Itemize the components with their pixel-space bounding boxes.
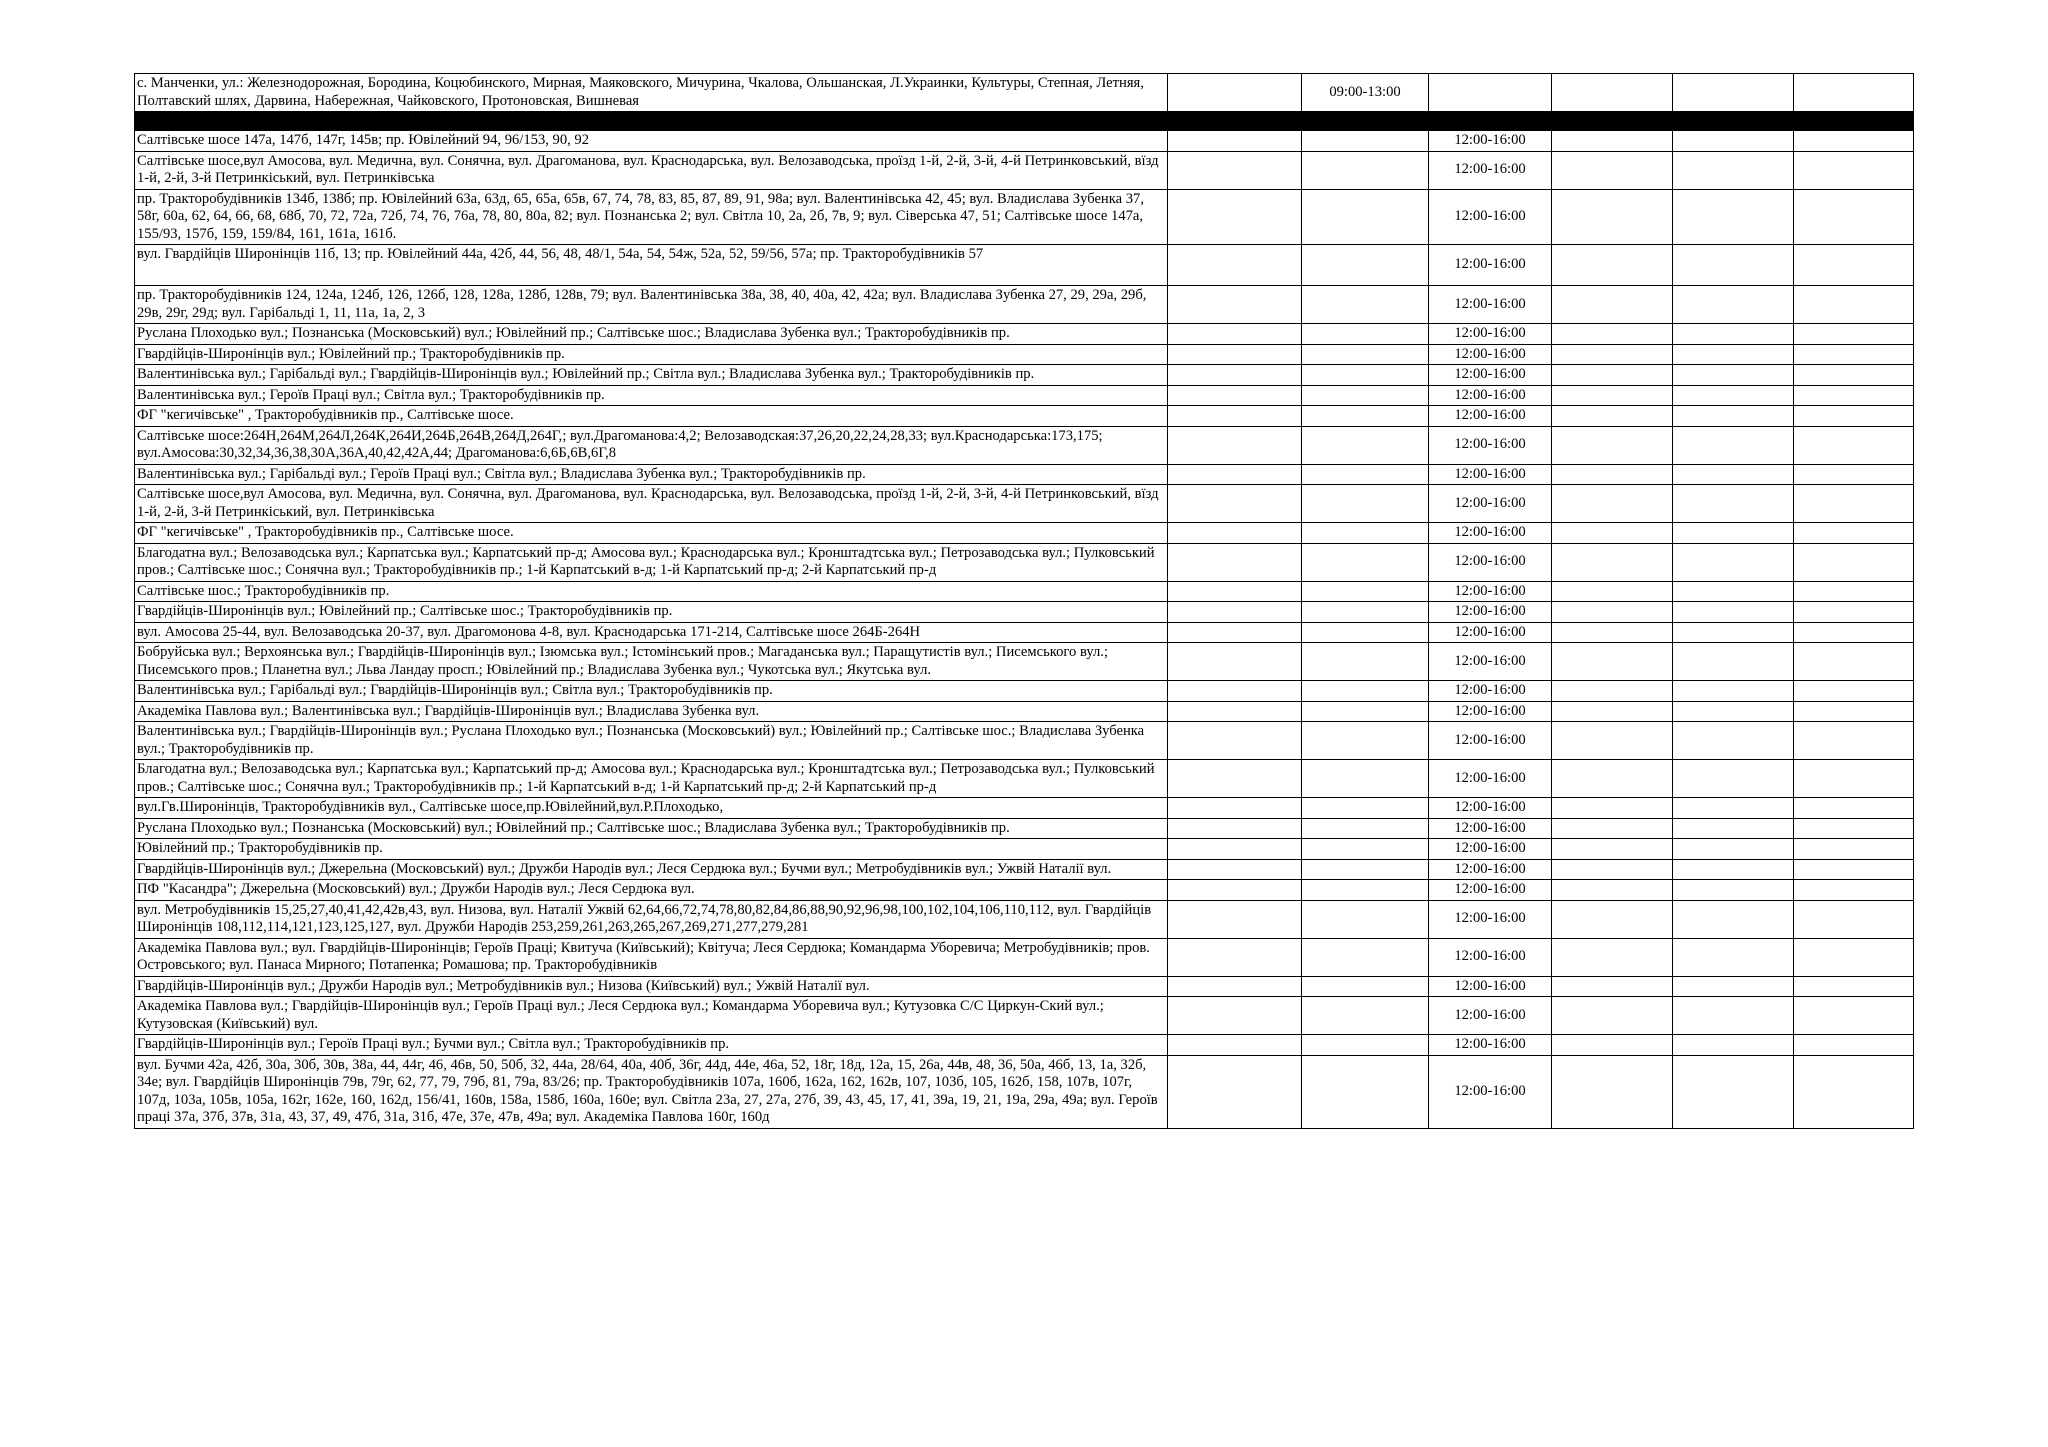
time-cell-b: 12:00-16:00 — [1429, 602, 1552, 623]
empty-cell — [1552, 701, 1673, 722]
empty-cell — [1673, 1035, 1794, 1056]
address-cell: ФГ "кегичівське" , Тракторобудівників пр., Салтівське шосе. — [135, 406, 1168, 427]
empty-cell — [1673, 643, 1794, 681]
time-cell-a — [1302, 622, 1429, 643]
address-cell: Валентинівська вул.; Гарібальді вул.; Героїв Праці вул.; Світла вул.; Владислава Зубенка вул.; Тракторобудівників пр. — [135, 464, 1168, 485]
table-row — [135, 365, 1914, 386]
time-cell-a — [1302, 523, 1429, 544]
empty-cell — [1168, 344, 1302, 365]
empty-cell — [1168, 818, 1302, 839]
time-cell-a — [1302, 324, 1429, 345]
time-cell-b: 12:00-16:00 — [1429, 485, 1552, 523]
time-cell-a — [1302, 859, 1429, 880]
empty-cell — [1794, 151, 1914, 189]
empty-cell — [1673, 426, 1794, 464]
empty-cell — [1552, 523, 1673, 544]
time-cell-a — [1302, 1055, 1429, 1128]
table-row — [135, 976, 1914, 997]
empty-cell — [1168, 1035, 1302, 1056]
outage-schedule-sheet — [134, 73, 1913, 1129]
section-separator — [135, 112, 1914, 131]
empty-cell — [1552, 681, 1673, 702]
time-cell-b: 12:00-16:00 — [1429, 581, 1552, 602]
empty-cell — [1673, 74, 1794, 112]
empty-cell — [1168, 189, 1302, 245]
empty-cell — [1552, 365, 1673, 386]
time-cell-a — [1302, 464, 1429, 485]
empty-cell — [1673, 131, 1794, 152]
empty-cell — [1673, 938, 1794, 976]
empty-cell — [1552, 938, 1673, 976]
empty-cell — [1673, 880, 1794, 901]
address-cell: Валентинівська вул.; Гарібальді вул.; Гвардійців-Широнінців вул.; Ювілейний пр.; Світла вул.; Владислава Зубенка вул.; Тракторобудівників пр. — [135, 365, 1168, 386]
time-cell-b: 12:00-16:00 — [1429, 681, 1552, 702]
table-row — [135, 681, 1914, 702]
time-cell-b: 12:00-16:00 — [1429, 286, 1552, 324]
address-cell: Валентинівська вул.; Гарібальді вул.; Гвардійців-Широнінців вул.; Світла вул.; Тракторобудівників пр. — [135, 681, 1168, 702]
empty-cell — [1552, 602, 1673, 623]
table-row — [135, 1035, 1914, 1056]
time-cell-b: 12:00-16:00 — [1429, 976, 1552, 997]
address-cell: Валентинівська вул.; Героїв Праці вул.; Світла вул.; Тракторобудівників пр. — [135, 385, 1168, 406]
empty-cell — [1794, 622, 1914, 643]
empty-cell — [1168, 602, 1302, 623]
time-cell-a — [1302, 900, 1429, 938]
empty-cell — [1552, 900, 1673, 938]
time-cell-b: 12:00-16:00 — [1429, 818, 1552, 839]
time-cell-b: 12:00-16:00 — [1429, 900, 1552, 938]
separator-bar — [135, 112, 1914, 131]
empty-cell — [1794, 798, 1914, 819]
time-cell-a — [1302, 997, 1429, 1035]
address-cell: Руслана Плоходько вул.; Познанська (Московський) вул.; Ювілейний пр.; Салтівське шос.; Владислава Зубенка вул.; Тракторобудівників пр. — [135, 324, 1168, 345]
time-cell-b: 12:00-16:00 — [1429, 622, 1552, 643]
time-cell-b: 12:00-16:00 — [1429, 997, 1552, 1035]
time-cell-b: 12:00-16:00 — [1429, 760, 1552, 798]
address-cell: Ювілейний пр.; Тракторобудівників пр. — [135, 839, 1168, 860]
time-cell-a — [1302, 344, 1429, 365]
time-cell-b: 12:00-16:00 — [1429, 151, 1552, 189]
table-row — [135, 286, 1914, 324]
empty-cell — [1794, 722, 1914, 760]
table-row — [135, 245, 1914, 286]
empty-cell — [1552, 722, 1673, 760]
address-cell: Руслана Плоходько вул.; Познанська (Московський) вул.; Ювілейний пр.; Салтівське шос.; Владислава Зубенка вул.; Тракторобудівників пр. — [135, 818, 1168, 839]
empty-cell — [1168, 622, 1302, 643]
address-cell: Гвардійців-Широнінців вул.; Ювілейний пр.; Тракторобудівників пр. — [135, 344, 1168, 365]
empty-cell — [1168, 839, 1302, 860]
empty-cell — [1552, 1055, 1673, 1128]
time-cell-a — [1302, 880, 1429, 901]
time-cell-b: 12:00-16:00 — [1429, 798, 1552, 819]
empty-cell — [1673, 365, 1794, 386]
address-cell: Академіка Павлова вул.; Валентинівська вул.; Гвардійців-Широнінців вул.; Владислава Зубенка вул. — [135, 701, 1168, 722]
table-row — [135, 1055, 1914, 1128]
empty-cell — [1794, 1055, 1914, 1128]
empty-cell — [1794, 900, 1914, 938]
time-cell-a — [1302, 365, 1429, 386]
time-cell-a — [1302, 1035, 1429, 1056]
time-cell-a — [1302, 681, 1429, 702]
empty-cell — [1552, 189, 1673, 245]
empty-cell — [1552, 344, 1673, 365]
empty-cell — [1794, 523, 1914, 544]
time-cell-a — [1302, 760, 1429, 798]
empty-cell — [1552, 426, 1673, 464]
empty-cell — [1794, 485, 1914, 523]
empty-cell — [1168, 543, 1302, 581]
time-cell-b: 12:00-16:00 — [1429, 722, 1552, 760]
empty-cell — [1168, 859, 1302, 880]
empty-cell — [1794, 426, 1914, 464]
empty-cell — [1794, 602, 1914, 623]
empty-cell — [1552, 131, 1673, 152]
address-cell: пр. Тракторобудівників 124, 124а, 124б, 126, 126б, 128, 128а, 128б, 128в, 79; вул. Валентинівська 38а, 38, 40, 40а, 42, 42а; вул. Владислава Зубенка 27, 29, 29а, 29б, 29в, 29г, 29д; вул. Гарібальді 1, 11, 11а, 1а, 2, 3 — [135, 286, 1168, 324]
time-cell-a — [1302, 938, 1429, 976]
empty-cell — [1673, 760, 1794, 798]
address-cell: вул. Амосова 25-44, вул. Велозаводська 20-37, вул. Драгомонова 4-8, вул. Краснодарська 171-214, Салтівське шосе 264Б-264Н — [135, 622, 1168, 643]
empty-cell — [1794, 880, 1914, 901]
empty-cell — [1794, 385, 1914, 406]
address-cell: Бобруйська вул.; Верхоянська вул.; Гвардійців-Широнінців вул.; Ізюмська вул.; Істомінський пров.; Магаданська вул.; Паращутистів вул.; Писемського вул.; Писемського пров.; Планетна вул.; Льва Ландау просп.; Ювілейний пр.; Владислава Зубенка вул.; Чукотська вул.; Якутська вул. — [135, 643, 1168, 681]
empty-cell — [1168, 900, 1302, 938]
time-cell-a — [1302, 245, 1429, 286]
empty-cell — [1552, 1035, 1673, 1056]
empty-cell — [1673, 344, 1794, 365]
empty-cell — [1552, 622, 1673, 643]
table-row — [135, 900, 1914, 938]
address-cell: Гвардійців-Широнінців вул.; Ювілейний пр.; Салтівське шос.; Тракторобудівників пр. — [135, 602, 1168, 623]
empty-cell — [1794, 286, 1914, 324]
empty-cell — [1673, 839, 1794, 860]
empty-cell — [1794, 324, 1914, 345]
address-cell: с. Манченки, ул.: Железнодорожная, Бородина, Коцюбинского, Мирная, Маяковского, Мичурина, Чкалова, Ольшанская, Л.Украинки, Культуры, Степная, Летняя, Полтавский шлях, Дарвина, Набережная, Чайковского, Протоновская, Вишневая — [135, 74, 1168, 112]
empty-cell — [1673, 485, 1794, 523]
time-cell-a — [1302, 581, 1429, 602]
time-cell-b: 12:00-16:00 — [1429, 1055, 1552, 1128]
empty-cell — [1673, 701, 1794, 722]
time-cell-a — [1302, 385, 1429, 406]
time-cell-a — [1302, 722, 1429, 760]
address-cell: ФГ "кегичівське" , Тракторобудівників пр., Салтівське шосе. — [135, 523, 1168, 544]
address-cell: Салтівське шосе,вул Амосова, вул. Медична, вул. Сонячна, вул. Драгоманова, вул. Краснодарська, вул. Велозаводська, проїзд 1-й, 2-й, 3-й, 4-й Петринковський, вїзд 1-й, 2-й, 3-й Петринкіський, вул. Петринківська — [135, 485, 1168, 523]
empty-cell — [1794, 938, 1914, 976]
empty-cell — [1794, 581, 1914, 602]
time-cell-b — [1429, 74, 1552, 112]
time-cell-a — [1302, 602, 1429, 623]
empty-cell — [1552, 976, 1673, 997]
empty-cell — [1673, 997, 1794, 1035]
empty-cell — [1794, 189, 1914, 245]
time-cell-b: 12:00-16:00 — [1429, 880, 1552, 901]
time-cell-a: 09:00-13:00 — [1302, 74, 1429, 112]
empty-cell — [1552, 543, 1673, 581]
table-row — [135, 151, 1914, 189]
table-row — [135, 722, 1914, 760]
empty-cell — [1552, 859, 1673, 880]
time-cell-a — [1302, 131, 1429, 152]
time-cell-a — [1302, 798, 1429, 819]
table-row — [135, 622, 1914, 643]
empty-cell — [1673, 151, 1794, 189]
empty-cell — [1794, 859, 1914, 880]
empty-cell — [1552, 997, 1673, 1035]
time-cell-a — [1302, 643, 1429, 681]
empty-cell — [1168, 485, 1302, 523]
empty-cell — [1552, 151, 1673, 189]
time-cell-a — [1302, 286, 1429, 324]
empty-cell — [1673, 681, 1794, 702]
empty-cell — [1794, 760, 1914, 798]
empty-cell — [1794, 976, 1914, 997]
empty-cell — [1673, 1055, 1794, 1128]
table-row — [135, 523, 1914, 544]
address-cell: Гвардійців-Широнінців вул.; Джерельна (Московський) вул.; Дружби Народів вул.; Леся Сердюка вул.; Бучми вул.; Метробудівників вул.; Ужвій Наталії вул. — [135, 859, 1168, 880]
table-row — [135, 344, 1914, 365]
empty-cell — [1168, 701, 1302, 722]
empty-cell — [1673, 245, 1794, 286]
time-cell-b: 12:00-16:00 — [1429, 859, 1552, 880]
address-cell: Благодатна вул.; Велозаводська вул.; Карпатська вул.; Карпатський пр-д; Амосова вул.; Краснодарська вул.; Кронштадтська вул.; Петрозаводська вул.; Пулковський пров.; Салтівське шос.; Сонячна вул.; Тракторобудівників пр.; 1-й Карпатський в-д; 1-й Карпатський пр-д; 2-й Карпатський пр-д — [135, 760, 1168, 798]
empty-cell — [1673, 798, 1794, 819]
empty-cell — [1552, 798, 1673, 819]
empty-cell — [1168, 151, 1302, 189]
empty-cell — [1673, 900, 1794, 938]
empty-cell — [1673, 189, 1794, 245]
table-row — [135, 938, 1914, 976]
empty-cell — [1673, 286, 1794, 324]
table-row — [135, 426, 1914, 464]
time-cell-b: 12:00-16:00 — [1429, 701, 1552, 722]
table-row — [135, 324, 1914, 345]
address-cell: вул.Гв.Широнінців, Тракторобудівників вул., Салтівське шосе,пр.Ювілейний,вул.Р.Плоходько, — [135, 798, 1168, 819]
empty-cell — [1794, 643, 1914, 681]
address-cell: Академіка Павлова вул.; Гвардійців-Широнінців вул.; Героїв Праці вул.; Леся Сердюка вул.; Командарма Уборевича вул.; Кутузовка С/С Циркун-Ский вул.; Кутузовская (Київський) вул. — [135, 997, 1168, 1035]
table-row — [135, 880, 1914, 901]
empty-cell — [1168, 131, 1302, 152]
table-row — [135, 189, 1914, 245]
empty-cell — [1794, 543, 1914, 581]
time-cell-a — [1302, 976, 1429, 997]
empty-cell — [1794, 818, 1914, 839]
empty-cell — [1168, 74, 1302, 112]
time-cell-a — [1302, 543, 1429, 581]
table-row — [135, 818, 1914, 839]
empty-cell — [1673, 464, 1794, 485]
time-cell-b: 12:00-16:00 — [1429, 365, 1552, 386]
address-cell: Салтівське шос.; Тракторобудівників пр. — [135, 581, 1168, 602]
empty-cell — [1552, 643, 1673, 681]
empty-cell — [1673, 859, 1794, 880]
empty-cell — [1168, 722, 1302, 760]
address-cell: Гвардійців-Широнінців вул.; Дружби Народів вул.; Метробудівників вул.; Низова (Київський) вул.; Ужвій Наталії вул. — [135, 976, 1168, 997]
time-cell-b: 12:00-16:00 — [1429, 938, 1552, 976]
time-cell-a — [1302, 818, 1429, 839]
empty-cell — [1673, 324, 1794, 345]
empty-cell — [1552, 485, 1673, 523]
time-cell-b: 12:00-16:00 — [1429, 324, 1552, 345]
time-cell-b: 12:00-16:00 — [1429, 543, 1552, 581]
time-cell-a — [1302, 426, 1429, 464]
empty-cell — [1794, 131, 1914, 152]
empty-cell — [1168, 681, 1302, 702]
empty-cell — [1168, 1055, 1302, 1128]
empty-cell — [1168, 464, 1302, 485]
empty-cell — [1552, 464, 1673, 485]
empty-cell — [1168, 385, 1302, 406]
empty-cell — [1673, 818, 1794, 839]
table-row — [135, 839, 1914, 860]
table-row — [135, 74, 1914, 112]
empty-cell — [1168, 798, 1302, 819]
empty-cell — [1552, 839, 1673, 860]
empty-cell — [1552, 324, 1673, 345]
address-cell: пр. Тракторобудівників 134б, 138б; пр. Ювілейний 63а, 63д, 65, 65а, 65в, 67, 74, 78, 83, 85, 87, 89, 91, 98а; вул. Валентинівська 42, 45; вул. Владислава Зубенка 37, 58г, 60а, 62, 64, 66, 68, 68б, 70, 72, 72а, 72б, 74, 76, 76а, 78, 80, 80а, 82; вул. Познанська 2; вул. Світла 10, 2а, 2б, 7в, 9; вул. Сіверська 47, 51; Салтівське шосе 147а, 155/93, 157б, 159, 159/84, 161, 161а, 161б. — [135, 189, 1168, 245]
empty-cell — [1168, 643, 1302, 681]
time-cell-a — [1302, 485, 1429, 523]
time-cell-b: 12:00-16:00 — [1429, 406, 1552, 427]
empty-cell — [1794, 464, 1914, 485]
table-row — [135, 131, 1914, 152]
time-cell-b: 12:00-16:00 — [1429, 464, 1552, 485]
empty-cell — [1794, 406, 1914, 427]
empty-cell — [1168, 324, 1302, 345]
empty-cell — [1673, 523, 1794, 544]
table-row — [135, 643, 1914, 681]
time-cell-b: 12:00-16:00 — [1429, 245, 1552, 286]
empty-cell — [1673, 602, 1794, 623]
time-cell-b: 12:00-16:00 — [1429, 1035, 1552, 1056]
empty-cell — [1168, 880, 1302, 901]
empty-cell — [1168, 406, 1302, 427]
address-cell: Салтівське шосе:264Н,264М,264Л,264К,264И,264Б,264В,264Д,264Г,; вул.Драгоманова:4,2; Велозаводская:37,26,20,22,24,28,33; вул.Краснодарська:173,175; вул.Амосова:30,32,34,36,38,30А,36А,40,42,42А,44; Драгоманова:6,6Б,6В,6Г,8 — [135, 426, 1168, 464]
time-cell-b: 12:00-16:00 — [1429, 523, 1552, 544]
time-cell-b: 12:00-16:00 — [1429, 385, 1552, 406]
empty-cell — [1794, 839, 1914, 860]
time-cell-a — [1302, 701, 1429, 722]
empty-cell — [1552, 406, 1673, 427]
empty-cell — [1794, 701, 1914, 722]
empty-cell — [1673, 406, 1794, 427]
table-row — [135, 701, 1914, 722]
empty-cell — [1168, 426, 1302, 464]
empty-cell — [1794, 681, 1914, 702]
table-row — [135, 997, 1914, 1035]
table-row — [135, 464, 1914, 485]
address-cell: Валентинівська вул.; Гвардійців-Широнінців вул.; Руслана Плоходько вул.; Познанська (Московський) вул.; Ювілейний пр.; Салтівське шос.; Владислава Зубенка вул.; Тракторобудівників пр. — [135, 722, 1168, 760]
table-row — [135, 859, 1914, 880]
time-cell-a — [1302, 151, 1429, 189]
empty-cell — [1673, 622, 1794, 643]
empty-cell — [1168, 286, 1302, 324]
address-cell: Благодатна вул.; Велозаводська вул.; Карпатська вул.; Карпатський пр-д; Амосова вул.; Краснодарська вул.; Кронштадтська вул.; Петрозаводська вул.; Пулковський пров.; Салтівське шос.; Сонячна вул.; Тракторобудівників пр.; 1-й Карпатський в-д; 1-й Карпатський пр-д; 2-й Карпатський пр-д — [135, 543, 1168, 581]
empty-cell — [1673, 581, 1794, 602]
time-cell-b: 12:00-16:00 — [1429, 643, 1552, 681]
address-cell: Гвардійців-Широнінців вул.; Героїв Праці вул.; Бучми вул.; Світла вул.; Тракторобудівників пр. — [135, 1035, 1168, 1056]
time-cell-b: 12:00-16:00 — [1429, 426, 1552, 464]
empty-cell — [1794, 1035, 1914, 1056]
time-cell-a — [1302, 406, 1429, 427]
time-cell-a — [1302, 189, 1429, 245]
empty-cell — [1552, 760, 1673, 798]
empty-cell — [1673, 385, 1794, 406]
time-cell-a — [1302, 839, 1429, 860]
empty-cell — [1552, 880, 1673, 901]
outage-schedule-table — [134, 73, 1914, 1129]
empty-cell — [1794, 997, 1914, 1035]
address-cell: Салтівське шосе,вул Амосова, вул. Медична, вул. Сонячна, вул. Драгоманова, вул. Краснодарська, вул. Велозаводська, проїзд 1-й, 2-й, 3-й, 4-й Петринковський, вїзд 1-й, 2-й, 3-й Петринкіський, вул. Петринківська — [135, 151, 1168, 189]
empty-cell — [1168, 523, 1302, 544]
empty-cell — [1168, 245, 1302, 286]
time-cell-b: 12:00-16:00 — [1429, 344, 1552, 365]
empty-cell — [1168, 760, 1302, 798]
empty-cell — [1673, 543, 1794, 581]
time-cell-b: 12:00-16:00 — [1429, 131, 1552, 152]
address-cell: вул. Бучми 42а, 42б, 30а, 30б, 30в, 38а, 44, 44г, 46, 46в, 50, 50б, 32, 44а, 28/64, 40а, 40б, 36г, 44д, 44е, 46а, 52, 18г, 18д, 12а, 15, 26а, 44в, 48, 36, 50а, 46б, 13, 1а, 32б, 34е; вул. Гвардійців Широнінців 79в, 79г, 62, 77, 79, 79б, 81, 79а, 83/26; пр. Тракторобудівників 107а, 160б, 162а, 162, 162в, 107, 103б, 105, 162б, 158, 107в, 107г, 107д, 103а, 105в, 105а, 162г, 162е, 160, 162д, 156/41, 160в, 158а, 158б, 160а, 160е; вул. Світла 23а, 27, 27а, 27б, 39, 43, 45, 17, 41, 39а, 19, 21, 19а, 29а, 49а; вул. Героїв праці 37а, 37б, 37в, 31а, 43, 37, 49, 47б, 31а, 31б, 47е, 37е, 47в, 49а; вул. Академіка Павлова 160г, 160д — [135, 1055, 1168, 1128]
empty-cell — [1168, 997, 1302, 1035]
table-row — [135, 406, 1914, 427]
table-row — [135, 543, 1914, 581]
empty-cell — [1552, 74, 1673, 112]
empty-cell — [1168, 976, 1302, 997]
time-cell-b: 12:00-16:00 — [1429, 189, 1552, 245]
empty-cell — [1168, 581, 1302, 602]
address-cell: вул. Гвардійців Широнінців 11б, 13; пр. Ювілейний 44а, 42б, 44, 56, 48, 48/1, 54а, 54, 54ж, 52а, 52, 59/56, 57а; пр. Тракторобудівників 57 — [135, 245, 1168, 286]
empty-cell — [1552, 286, 1673, 324]
address-cell: вул. Метробудівників 15,25,27,40,41,42,42в,43, вул. Низова, вул. Наталії Ужвій 62,64,66,72,74,78,80,82,84,86,88,90,92,96,98,100,102,104,106,110,112, вул. Гвардійців Широнінців 108,112,114,121,123,125,127, вул. Дружби Народів 253,259,261,263,265,267,269,271,277,279,281 — [135, 900, 1168, 938]
empty-cell — [1794, 365, 1914, 386]
address-cell: ПФ "Касандра"; Джерельна (Московський) вул.; Дружби Народів вул.; Леся Сердюка вул. — [135, 880, 1168, 901]
address-cell: Академіка Павлова вул.; вул. Гвардійців-Широнінців; Героїв Праці; Квитуча (Київський); Квітуча; Леся Сердюка; Командарма Уборевича; Метробудівників; пров. Островського; вул. Панаса Мирного; Потапенка; Ромашова; пр. Тракторобудівників — [135, 938, 1168, 976]
table-row — [135, 485, 1914, 523]
empty-cell — [1168, 938, 1302, 976]
table-row — [135, 602, 1914, 623]
empty-cell — [1673, 722, 1794, 760]
empty-cell — [1552, 385, 1673, 406]
address-cell: Салтівське шосе 147а, 147б, 147г, 145в; пр. Ювілейний 94, 96/153, 90, 92 — [135, 131, 1168, 152]
empty-cell — [1168, 365, 1302, 386]
table-row — [135, 798, 1914, 819]
table-row — [135, 385, 1914, 406]
empty-cell — [1794, 344, 1914, 365]
empty-cell — [1552, 818, 1673, 839]
table-row — [135, 760, 1914, 798]
empty-cell — [1552, 581, 1673, 602]
empty-cell — [1673, 976, 1794, 997]
empty-cell — [1794, 245, 1914, 286]
time-cell-b: 12:00-16:00 — [1429, 839, 1552, 860]
empty-cell — [1794, 74, 1914, 112]
table-row — [135, 581, 1914, 602]
empty-cell — [1552, 245, 1673, 286]
